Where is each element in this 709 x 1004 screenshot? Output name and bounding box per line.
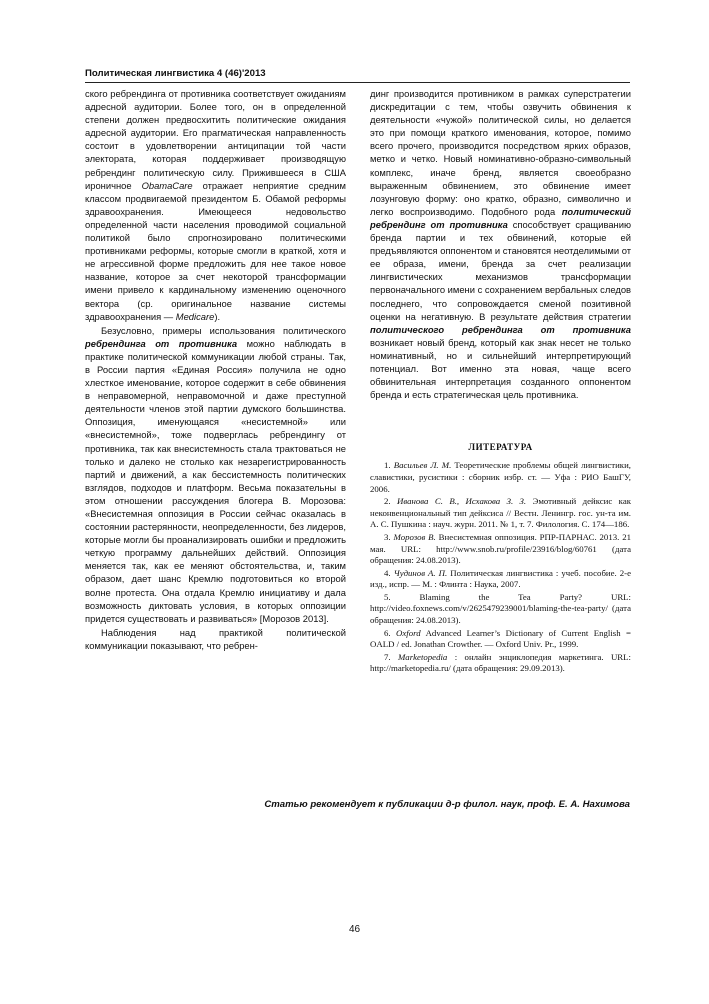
literature-heading: ЛИТЕРАТУРА: [468, 442, 533, 453]
ref-number: 4.: [384, 567, 394, 578]
reference-item: [370, 652, 631, 675]
reference-item: [370, 532, 631, 567]
ref-text: Advanced Learner’s Dictionary of Current English = OALD / ed. Jonathan Crowther. — Oxford Univ. Pr., 1999.: [370, 627, 631, 650]
ref-author: Чудинов А. П.: [393, 567, 448, 578]
left-column: [85, 87, 346, 652]
reference-item: [370, 628, 631, 651]
ref-number: 7.: [384, 651, 398, 662]
obamacare-term: ObamaCare: [141, 179, 193, 191]
reference-item: [370, 592, 631, 627]
ref-text: Теоретические проблемы общей лингвистики, славистики, русистики : сборник избр. ст. — Уфа : РИО БашГУ, 2006.: [370, 460, 631, 494]
right-column: [370, 87, 631, 676]
recommendation-note: Статью рекомендует к публикации д-р филол. наук, проф. Е. А. Нахимова: [264, 799, 630, 810]
ref-author: Васильев Л. М.: [393, 460, 452, 471]
ref-number: 3.: [384, 531, 394, 542]
reference-item: [370, 460, 631, 495]
reference-list: [370, 460, 631, 675]
ref-author: Oxford: [396, 627, 421, 638]
text-run: отражает неприятие средним классом продвигаемой президентом Б. Обамой реформы здравоохранения. Имеющееся недовольство определенной части населения проводимой социальной политикой было спрогнозировано политическими противниками реформы, которые смогли в краткой, хотя и не агрессивной форме предложить для нее такое новое название, которое за счет некоторой трансформации имени привело к кардинальному изменению оценочного вектора (ср. оригинальное название системы здравоохранения —: [85, 179, 346, 322]
paragraph: [85, 626, 346, 652]
ref-text: Политическая лингвистика : учеб. пособие. 2-е изд., испр. — М. : Флинта : Наука, 2007.: [370, 567, 631, 590]
text-run: способствует сращиванию бренда партии и тех обвинений, которые ей предъявляются оппонентом и становятся неотделимыми от ее образа, имени, бренда за счет реализации лингвистических механизмов трансформации первоначального имени с сохранением вербальных следов последнего, что сопровождается сменой позитивной оценки на негативную. В результате действия стратегии: [370, 218, 632, 322]
text-run: Безусловно, примеры использования политического: [101, 324, 346, 336]
text-run: Наблюдения над практикой политической коммуникации показывают, что ребрен-: [85, 626, 346, 651]
reference-item: [370, 496, 631, 531]
key-term: политического ребрендинга от противника: [370, 323, 631, 335]
ref-author: Иванова С. В., Исхакова З. З.: [397, 496, 527, 507]
running-header: [85, 68, 630, 83]
ref-number: 1.: [384, 460, 394, 471]
ref-number: 5.: [384, 591, 420, 602]
ref-author: Marketopedia: [397, 651, 448, 662]
text-run: можно наблюдать в практике политической коммуникации любой страны. Так, в России партия «Единая Россия» получила не одно хлесткое именование, которое содержит в себе обвинения в неправомерной, неправомочной и даже преступной деятельности членов этой партии думского большинства. Оппозиция, именующаяся «несистемной» или «внесистемной», тоже подверглась ребрендингу от противника, так как внесистемность стала трактоваться не только и далеко не столько как незарегистрированность партий и движений, а как бессистемность политических взглядов, подходов и платформ. Весьма показательны в этом отношении рассуждения блогера В. Морозова: «Внесистемная оппозиция в России сейчас оказалась в состоянии растерянности, неопределенности, без лидеров, которые могли бы проанализировать ошибки и предложить четкую программу дальнейших действий. Оппозиция меняется так, как ее меняют обстоятельства, и, таким образом, дает шанс Кремлю подготовиться ко второй волне протеста. Она отдала Кремлю инициативу и дала возможность диктовать условия, в которых оппозиции придется существовать и развиваться» [Морозов 2013].: [85, 337, 346, 624]
text-run: ).: [214, 310, 221, 322]
paragraph: [370, 87, 631, 401]
text-run: возникает новый бренд, который как знак несет не только номинативный, но и сильнейший интерпретирующий потенциал. Вот именно эта новая, чаще всего обвинительная интерпретация созданного оппонентом бренда и есть стратегическая цель противника.: [370, 336, 631, 401]
paragraph: [85, 324, 346, 625]
ref-number: 6.: [384, 627, 397, 638]
ref-text: Внесистемная оппозиция. РПР-ПАРНАС. 2013. 21 мая. URL: http://www.snob.ru/profile/23916/blog/60761 (дата обращения: 24.08.2013).: [370, 531, 631, 566]
ref-text: Эмотивный дейксис как неконвенциональный тип дейксиса // Вестн. Ленингр. гос. ун-та им. А. С. Пушкина : науч. журн. 2011. № 1, т. 7. Филология. С. 174—186.: [370, 496, 632, 530]
text-run: динг производится противником в рамках суперстратегии дискредитации с тем, чтобы озвучить обвинения к деятельности «чужой» политической силы, но делается это при помощи краткого именования, которое, помимо всего прочего, производится посредством ярких образов, метко и четко. Новый номинативно-образно-символьный комплекс, иначе бренд, является своеобразно выраженным обвинением, это обвинение имеет лозунговую форму: оно кратко, образно, символично и легко воспроизводимо. Подобного рода: [370, 88, 631, 217]
journal-title: Политическая лингвистика 4 (46)'2013: [85, 68, 266, 79]
ref-author: Морозов В.: [393, 531, 436, 542]
page-number: 46: [348, 924, 361, 935]
ref-number: 2.: [384, 496, 398, 507]
medicare-term: Medicare: [175, 310, 215, 322]
ref-text: : онлайн энциклопедия маркетинга. URL: http://marketopedia.ru/ (дата обращения: 29.09.2013).: [370, 651, 631, 674]
ref-text: Blaming the Tea Party? URL: http://video.foxnews.com/v/2625479239001/blaming-the-tea-party/ (дата обращения: 24.08.2013).: [370, 591, 631, 626]
paragraph: [85, 87, 346, 323]
key-term: политический ребрендинг от противника: [370, 205, 631, 230]
key-term: ребрендинга от противника: [85, 337, 238, 349]
reference-item: [370, 568, 631, 591]
text-run: ского ребрендинга от противника соответствует ожиданиям адресной аудитории. Более того, он в определенной степени должен предвосхитить политические ожидания адресной аудитории. Его прагматическая направленность состоит в удовлетворении антиципации той части электората, которая поддерживает производящую ребрендинг политическую силу. Прижившееся в США ироничное: [85, 88, 346, 191]
